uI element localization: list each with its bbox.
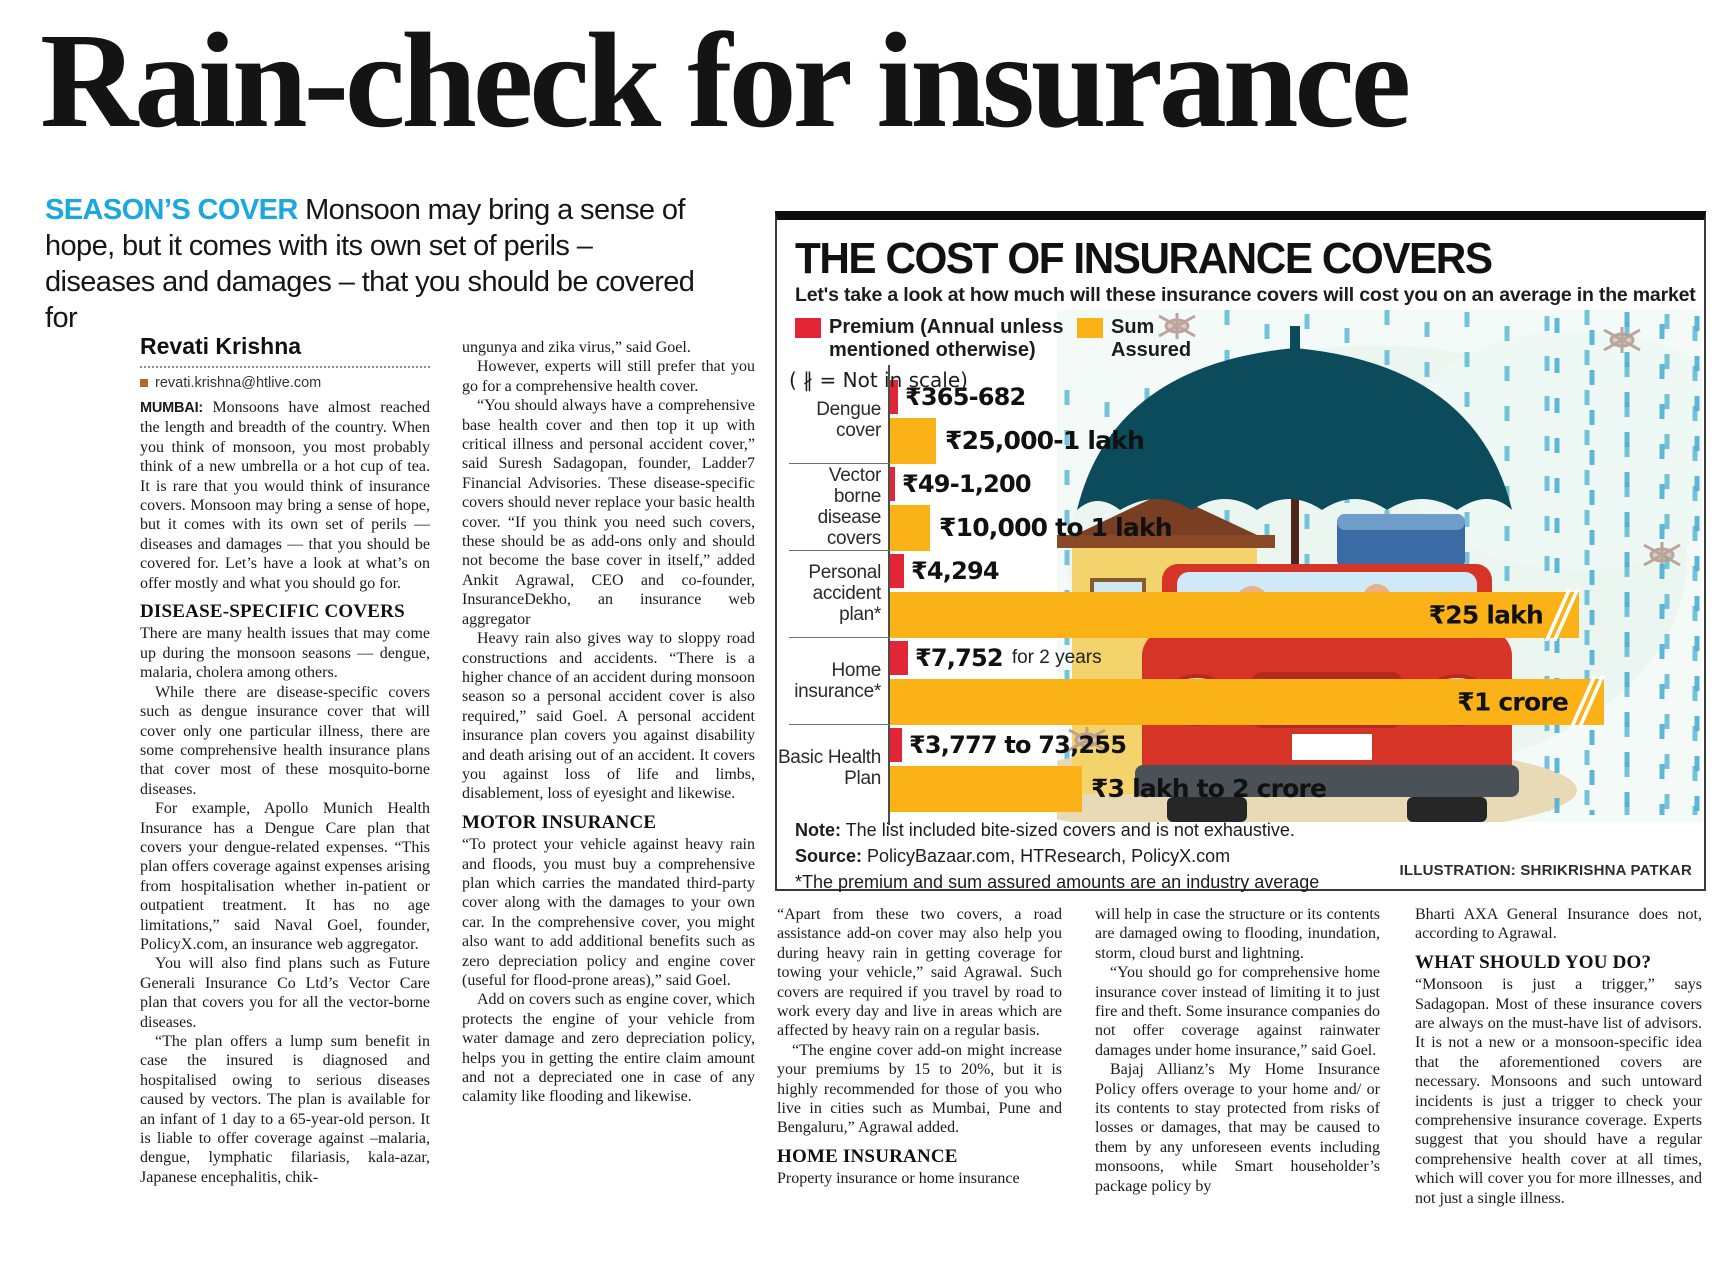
paragraph: ungunya and zika virus,” said Goel. <box>462 339 691 356</box>
standfirst-text: Monsoon may bring a sense of hope, but it comes with its own set of perils – diseases and damages – that you should be covered for <box>45 194 695 334</box>
legend-sum-label <box>1111 316 1191 362</box>
legend-premium <box>795 316 1064 362</box>
bullet-square-icon <box>140 379 148 387</box>
paragraph: Heavy rain also gives way to sloppy road constructions and accidents. “There is a higher chance of an accident during monsoon season so a personal accident cover is also required,” said Goel. A personal accident insurance plan covers you against disability and death arising out of an accident. It covers you against loss of life and limbs, disablement, loss of eyesight and likewise. <box>462 630 755 803</box>
premium-value: ₹3,777 to 73,255 <box>909 731 1127 759</box>
paragraph: “Monsoon is just a trigger,” says Sadagopan. Most of these insurance covers are always on the must-have list of advisors. It is not a new or a monsoon-specific idea that the aforementioned covers are necessary. Monsoons and such untoward incidents is just a trigger to check your comprehensive insurance coverage. Experts suggest that you should have a regular comprehensive health cover at all times, which will cover you for more illnesses, and not just a single illness. <box>1415 976 1702 1207</box>
sum-assured-bar <box>890 418 936 464</box>
section-heading: HOME INSURANCE <box>777 1145 958 1167</box>
scale-break-icon <box>1579 676 1595 728</box>
paragraph: You will also find plans such as Future Generali Insurance Co Ltd’s Vector Care plan that covers you for all the vector-borne diseases. <box>140 955 430 1031</box>
paragraph: Add on covers such as engine cover, which protects the engine of your vehicle from water damage and zero depreciation policy, helps you in getting the entire claim amount and not a depreciated one in case of any calamity like flooding and likewise. <box>462 991 755 1106</box>
paragraph: “To protect your vehicle against heavy rain and floods, you must buy a comprehensive plan which carries the mandated third-party cover along with the damages to your own car. In the comprehensive cover, you might also want to add additional benefits such as zero depreciation policy and engine cover (useful for flood-prone areas),” said Goel. <box>462 836 755 989</box>
article-column-3 <box>777 905 1062 1189</box>
paragraph: will help in case the structure or its contents are damaged owing to flooding, inundation, storm, cloud burst and lightning. <box>1095 906 1380 962</box>
illustration-credit: ILLUSTRATION: SHRIKRISHNA PATKAR <box>1399 862 1692 879</box>
paragraph: “Apart from these two covers, a road assistance add-on cover may also help you during heavy rain in getting coverage for towing your vehicle,” said Agrawal. Such covers are required if you travel by road to work every day and live in areas which are affected by heavy rain on a regular basis. <box>777 906 1062 1040</box>
headline: Rain-check for insurance <box>40 6 1408 156</box>
scale-break-icon <box>1554 589 1570 641</box>
paragraph: However, experts will still prefer that you go for a comprehensive health cover. <box>462 358 755 395</box>
article-column-2 <box>462 338 755 1107</box>
legend-sum-assured <box>1077 316 1191 362</box>
paragraph: Property insurance or home insurance <box>777 1170 1020 1188</box>
sum-assured-value: ₹1 crore <box>1457 687 1568 716</box>
premium-suffix: for 2 years <box>1011 647 1102 668</box>
sum-assured-value: ₹10,000 to 1 lakh <box>939 513 1172 542</box>
chart-subtitle: Let's take a look at how much will these insurance covers will cost you on an average in the market <box>795 284 1696 306</box>
category-label: Personal accident plan* <box>808 562 881 625</box>
paragraph: While there are disease-specific covers such as dengue insurance cover that will cover only one particular illness, there are some comprehensive health insurance plans that cover most of these mosquito-borne diseases. <box>140 683 430 798</box>
paragraph: There are many health issues that may come up during the monsoon seasons — dengue, malaria, cholera among others. <box>140 625 430 682</box>
source-text: PolicyBazaar.com, HTResearch, PolicyX.com <box>862 846 1231 866</box>
byline <box>140 333 430 391</box>
article-column-1 <box>140 398 430 1187</box>
not-in-scale-note: ( ∦ = Not in scale) <box>789 368 968 392</box>
premium-value: ₹49-1,200 <box>902 470 1031 498</box>
chart-row-home-insurance <box>777 637 1704 724</box>
sum-assured-swatch-icon <box>1077 318 1103 338</box>
category-label: Dengue cover <box>816 398 881 441</box>
legend-premium-line1: Premium (Annual unless <box>829 316 1064 338</box>
section-heading: DISEASE-SPECIFIC COVERS <box>140 601 405 623</box>
premium-bar <box>890 728 902 762</box>
premium-bar <box>890 554 904 588</box>
paragraph: “The engine cover add-on might increase your premiums by 15 to 20%, but it is highly recommended for those of you who live in cities such as Mumbai, Pune and Bengaluru,” Agrawal added. <box>777 1041 1062 1137</box>
sum-assured-value: ₹25,000-1 lakh <box>945 426 1145 455</box>
chart-note <box>795 820 1295 841</box>
note-text: The list included bite-sized covers and is not exhaustive. <box>841 820 1295 840</box>
chart-row-basic-health <box>777 724 1704 811</box>
standfirst <box>45 192 705 336</box>
premium-value: ₹4,294 <box>911 557 999 585</box>
legend-premium-line2: mentioned otherwise) <box>829 339 1036 361</box>
dateline: MUMBAI: <box>140 400 204 416</box>
sum-assured-bar <box>890 505 930 551</box>
paragraph: Bharti AXA General Insurance does not, according to Agrawal. <box>1415 906 1702 943</box>
chart-row-personal-accident <box>777 550 1704 637</box>
section-heading: WHAT SHOULD YOU DO? <box>1415 951 1652 973</box>
note-label: Note: <box>795 820 841 840</box>
category-label: Home insurance* <box>794 659 881 702</box>
premium-bar <box>890 641 908 675</box>
chart-row-vector-borne <box>777 463 1704 550</box>
sum-assured-bar <box>890 592 1579 638</box>
author-name: Revati Krishna <box>140 333 430 368</box>
legend-premium-label <box>829 316 1064 362</box>
sum-assured-value: ₹3 lakh to 2 crore <box>1091 774 1327 803</box>
paragraph: “You should always have a comprehensive base health cover and then top it up with critical illness and personal accident cover,” said Suresh Sadagopan, founder, Ladder7 Financial Advisories. These disease-specific covers should never replace your basic health cover. “If you think you need such covers, these should be as add-ons only and should not become the base cover in itself,” added Ankit Agrawal, CEO and co-founder, InsuranceDekho, an insurance web aggregator <box>462 397 755 628</box>
paragraph: “You should go for comprehensive home insurance cover instead of limiting it to just fire and theft. Some insurance companies do not offer coverage against rainwater damages under home insurance,” said Goel. <box>1095 964 1380 1059</box>
source-label: Source: <box>795 846 863 866</box>
premium-swatch-icon <box>795 318 821 338</box>
paragraph <box>140 398 430 593</box>
paragraph: “The plan offers a lump sum benefit in case the insured is diagnosed and hospitalised owing to serious diseases caused by vectors. The plan is available for an infant of 1 day to a 65-year-old person. It is liable to offer coverage against –malaria, dengue, lymphatic filariasis, kala-azar, Japanese encephalitis, chik- <box>140 1033 430 1186</box>
chart-source <box>795 846 1230 867</box>
category-label: Vector borne disease covers <box>817 464 881 549</box>
premium-value: ₹365-682 <box>905 383 1026 411</box>
author-email-line <box>140 375 430 391</box>
premium-value: ₹7,752 <box>915 644 1003 672</box>
sum-assured-bar <box>890 679 1604 725</box>
legend-sum-line1: Sum <box>1111 316 1155 338</box>
chart-title: THE COST OF INSURANCE COVERS <box>795 234 1492 283</box>
paragraph-text: Monsoons have almost reached the length and breadth of the country. When you think of monsoon, you most probably think of a new umbrella or a hot cup of tea. It is rare that you would think of insurance covers. Monsoon may bring a sense of hope, but it comes with its own set of perils — diseases and damages — that you should be covered for. Let’s have a look at what’s on offer mostly and what you should go for. <box>140 399 430 592</box>
insurance-cost-infographic <box>775 211 1706 891</box>
article-column-5 <box>1415 905 1702 1208</box>
sum-assured-bar <box>890 766 1082 812</box>
author-email[interactable]: revati.krishna@htlive.com <box>155 375 322 391</box>
standfirst-kicker: SEASON’S COVER <box>45 194 298 226</box>
article-column-4 <box>1095 905 1380 1196</box>
section-heading: MOTOR INSURANCE <box>462 811 657 833</box>
sum-assured-value: ₹25 lakh <box>1428 600 1543 629</box>
chart-footnote: *The premium and sum assured amounts are an industry average <box>795 872 1320 892</box>
premium-bar <box>890 467 895 501</box>
paragraph: Bajaj Allianz’s My Home Insurance Policy offers overage to your home and/ or its contents to stay protected from risks of losses or damages, that may be caused to them by any unforeseen events including monsoons, while Smart householder’s package policy by <box>1095 1061 1380 1195</box>
paragraph: For example, Apollo Munich Health Insurance has a Dengue Care plan that covers your dengue-related expenses. “This plan offers coverage against expenses arising from hospitalisation whether in-patient or outpatient treatment. It has no age limitations,” said Naval Goel, founder, PolicyX.com, an insurance web aggregator. <box>140 800 430 953</box>
category-label: Basic Health Plan <box>777 746 881 789</box>
legend-sum-line2: Assured <box>1111 339 1192 361</box>
